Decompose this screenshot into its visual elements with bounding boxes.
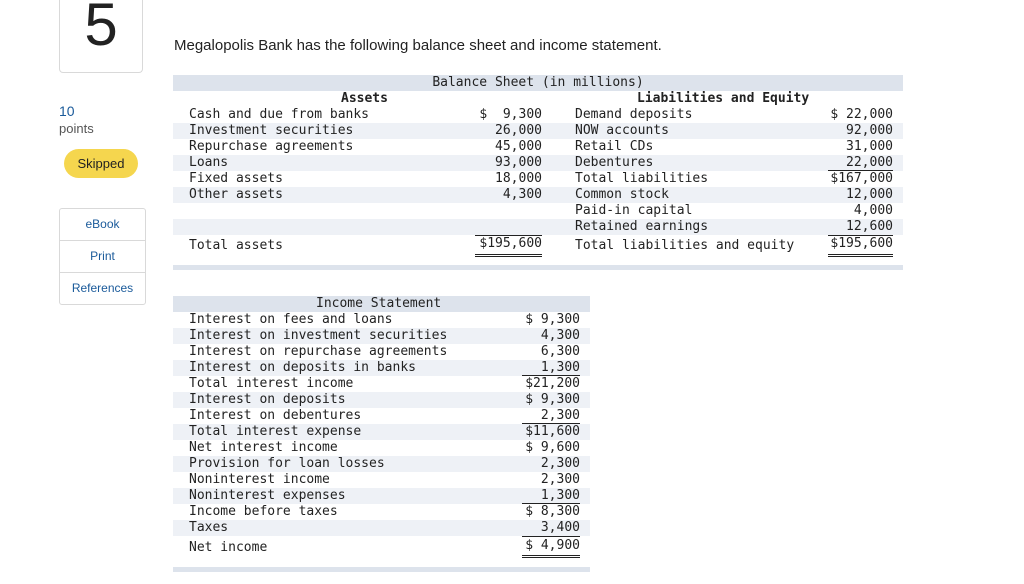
assets-header: Assets <box>341 91 388 106</box>
asset-label: Repurchase agreements <box>189 139 354 154</box>
income-statement-title: Income Statement <box>316 296 442 311</box>
liability-label: Retail CDs <box>575 139 654 154</box>
liability-value: 92,000 <box>846 123 893 138</box>
ebook-link[interactable]: eBook <box>60 209 145 241</box>
liability-label: Demand deposits <box>575 107 693 122</box>
asset-value: 45,000 <box>495 139 542 154</box>
income-value: $ 4,900 <box>525 538 580 553</box>
income-label: Provision for loan losses <box>189 456 385 471</box>
print-link[interactable]: Print <box>60 241 145 273</box>
income-label: Interest on deposits in banks <box>189 360 416 375</box>
balance-sheet-bottom-bar <box>173 265 903 270</box>
income-label: Noninterest expenses <box>189 488 346 503</box>
asset-label: Investment securities <box>189 123 354 138</box>
income-bottom-bar <box>173 567 590 572</box>
income-label: Total interest income <box>189 376 354 391</box>
income-label: Interest on fees and loans <box>189 312 393 327</box>
double-underline <box>475 254 542 255</box>
asset-label: Other assets <box>189 187 283 202</box>
double-underline <box>522 555 580 556</box>
total-le-value: $195,600 <box>830 236 893 251</box>
double-underline <box>828 254 893 255</box>
asset-value: 26,000 <box>495 123 542 138</box>
liability-label: Common stock <box>575 187 669 202</box>
income-value: $ 8,300 <box>525 504 580 519</box>
asset-value: 93,000 <box>495 155 542 170</box>
income-label: Income before taxes <box>189 504 338 519</box>
skipped-badge: Skipped <box>64 149 138 178</box>
income-label: Net interest income <box>189 440 338 455</box>
liability-value: $ 22,000 <box>830 107 893 122</box>
income-value: $ 9,300 <box>525 392 580 407</box>
question-intro: Megalopolis Bank has the following balance sheet and income statement. <box>174 37 662 54</box>
income-value: $ 9,300 <box>525 312 580 327</box>
resource-links <box>59 208 146 305</box>
liability-value: $167,000 <box>830 171 893 186</box>
points-value: 10 <box>59 103 75 119</box>
question-number: 5 <box>84 0 118 58</box>
asset-value: 4,300 <box>502 187 542 202</box>
liability-label: Retained earnings <box>575 219 709 234</box>
income-label: Total interest expense <box>189 424 362 439</box>
income-label: Net income <box>189 540 268 555</box>
income-value: 6,300 <box>540 344 580 359</box>
balance-sheet-title: Balance Sheet (in millions) <box>173 75 903 91</box>
asset-value: $ 9,300 <box>479 107 542 122</box>
liability-value: 22,000 <box>846 155 893 170</box>
income-statement <box>173 296 590 572</box>
income-value: 2,300 <box>540 472 580 487</box>
income-label: Taxes <box>189 520 229 535</box>
income-value: $11,600 <box>525 424 580 439</box>
total-assets-label: Total assets <box>189 238 283 253</box>
question-number-box <box>59 0 143 73</box>
liability-value: 12,000 <box>846 187 893 202</box>
references-link[interactable]: References <box>71 281 134 295</box>
liability-label: Debentures <box>575 155 654 170</box>
liability-label: NOW accounts <box>575 123 669 138</box>
asset-label: Loans <box>189 155 229 170</box>
points-label: points <box>59 121 94 136</box>
liability-value: 31,000 <box>846 139 893 154</box>
income-value: 1,300 <box>540 488 580 503</box>
income-label: Interest on investment securities <box>189 328 448 343</box>
double-underline <box>522 557 580 558</box>
asset-label: Fixed assets <box>189 171 283 186</box>
income-value: 2,300 <box>540 456 580 471</box>
subtotal-underline <box>522 536 580 537</box>
income-label: Noninterest income <box>189 472 330 487</box>
income-label: Interest on deposits <box>189 392 346 407</box>
asset-label: Cash and due from banks <box>189 107 370 122</box>
liability-label: Paid-in capital <box>575 203 693 218</box>
income-value: 2,300 <box>540 408 580 423</box>
total-le-label: Total liabilities and equity <box>575 238 795 253</box>
income-value: $21,200 <box>525 376 580 391</box>
row-stripe <box>173 219 903 235</box>
income-value: 1,300 <box>540 360 580 375</box>
income-value: $ 9,600 <box>525 440 580 455</box>
income-label: Interest on debentures <box>189 408 362 423</box>
income-value: 4,300 <box>540 328 580 343</box>
balance-sheet <box>173 75 903 271</box>
double-underline <box>828 256 893 257</box>
income-label: Interest on repurchase agreements <box>189 344 448 359</box>
total-assets-value: $195,600 <box>479 236 542 251</box>
liability-value: 12,600 <box>846 219 893 234</box>
income-value: 3,400 <box>540 520 580 535</box>
double-underline <box>475 256 542 257</box>
asset-value: 18,000 <box>495 171 542 186</box>
liability-label: Total liabilities <box>575 171 709 186</box>
liabilities-header: Liabilities and Equity <box>637 91 810 106</box>
liability-value: 4,000 <box>853 203 893 218</box>
